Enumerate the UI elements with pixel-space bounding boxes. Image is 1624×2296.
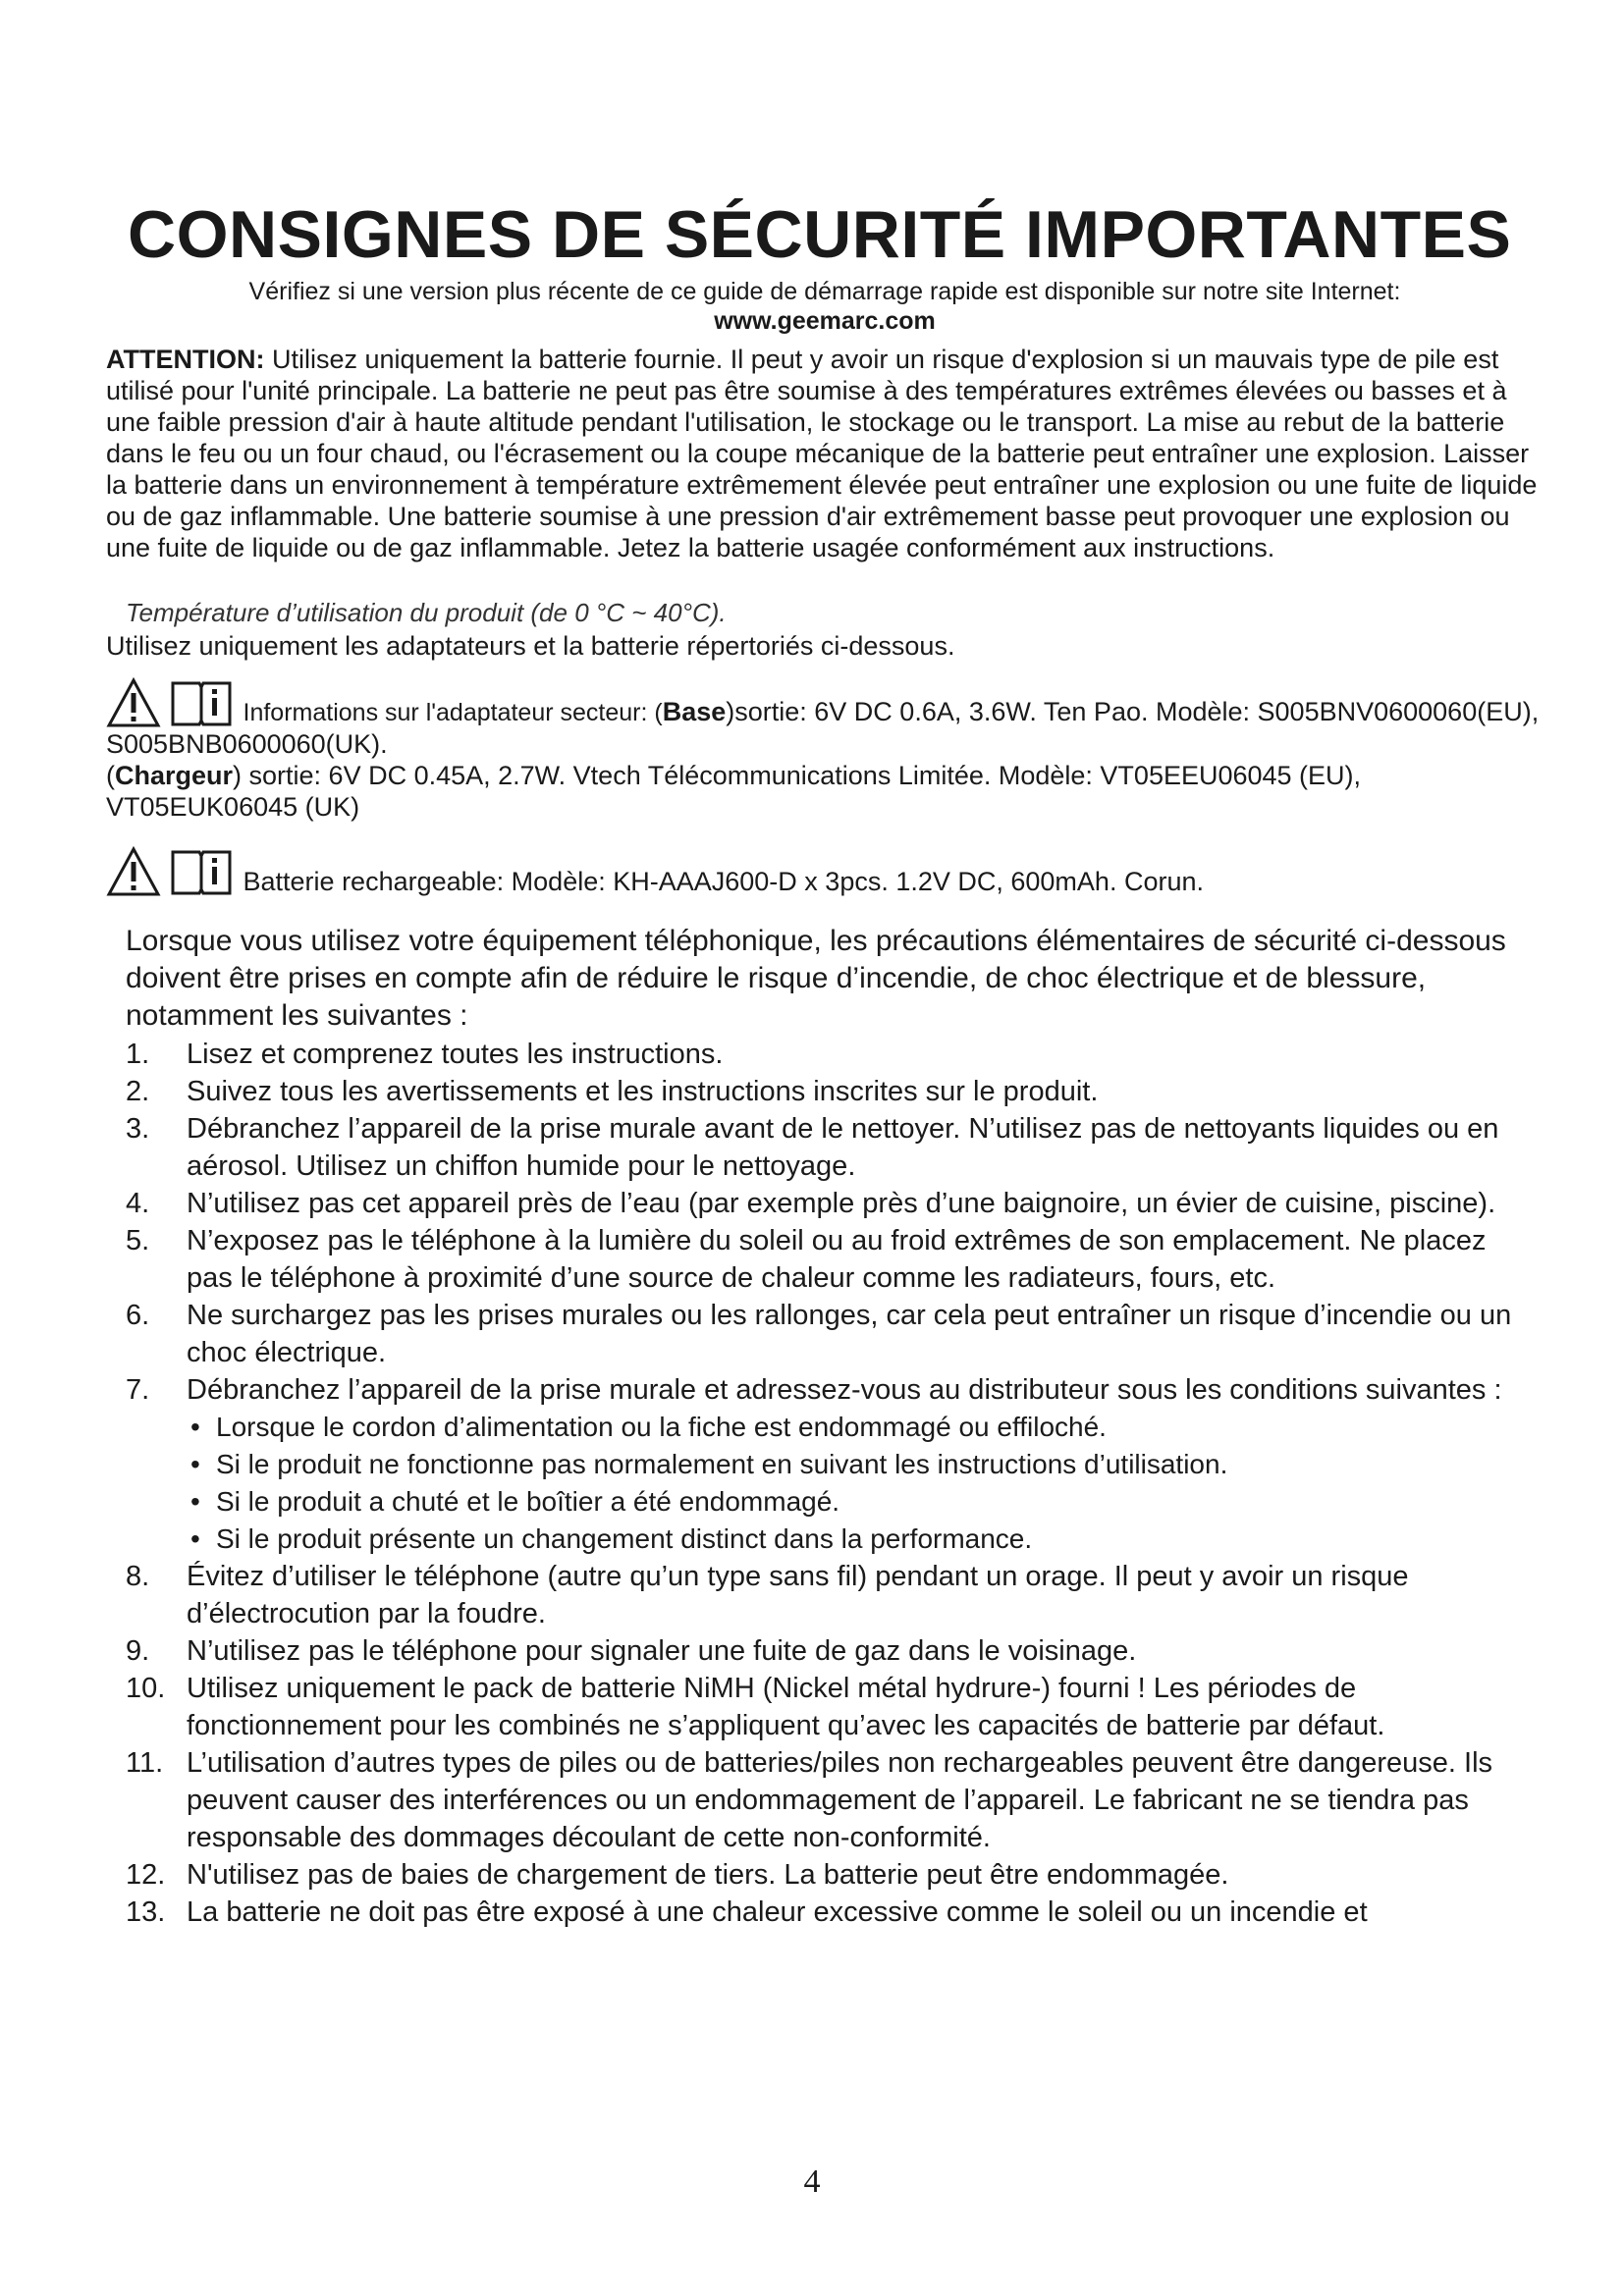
page-number: 4: [803, 2163, 821, 2200]
item-text: Débranchez l’appareil de la prise murale avant de le nettoyer. N’utilisez pas de nettoyants liquides ou en aérosol. Utilisez un chiffon humide pour le nettoyage.: [187, 1113, 1499, 1182]
list-item: [126, 1110, 1540, 1185]
list-item: [126, 1297, 1540, 1371]
charger-open: (: [106, 761, 115, 790]
battery-icons: [106, 846, 234, 897]
list-item: [126, 1632, 1540, 1670]
item-text: Ne surchargez pas les prises murales ou les rallonges, car cela peut entraîner un risque d’incendie ou un choc électrique.: [187, 1300, 1512, 1368]
attention-label: ATTENTION:: [106, 345, 265, 374]
item-number: 9.: [126, 1635, 150, 1667]
item-number: 1.: [126, 1039, 150, 1070]
attention-text: Utilisez uniquement la batterie fournie. Il peut y avoir un risque d'explosion si un mauvais type de pile est utilisé pour l'unité principale. La batterie ne peut pas être soumise à des températures extrêmes élevées ou basses et à une faible pression d'air à haute altitude pendant l'utilisation, le stockage ou le transport. La mise au rebut de la batterie dans le feu ou un four chaud, ou l'écrasement ou la coupe mécanique de la batterie peut entraîner une explosion. Laisser la batterie dans un environnement à température extrêmement élevée peut entraîner une explosion ou une fuite de liquide ou de gaz inflammable. Une batterie soumise à une pression d'air extrêmement basse peut provoquer une explosion ou une fuite de liquide ou de gaz inflammable. Jetez la batterie usagée conformément aux instructions.: [106, 345, 1538, 562]
item-text: Lisez et comprenez toutes les instructions.: [187, 1039, 724, 1070]
adapter-info: [106, 677, 1540, 823]
read-manual-book-icon: [169, 677, 234, 728]
version-notice: [128, 277, 1522, 336]
item-number: 11.: [126, 1747, 164, 1779]
attention-paragraph: [106, 344, 1540, 563]
website-url: www.geemarc.com: [714, 307, 936, 335]
item-number: 10.: [126, 1673, 166, 1704]
item-text: Suivez tous les avertissements et les instructions inscrites sur le produit.: [187, 1076, 1099, 1107]
item-text: N’exposez pas le téléphone à la lumière du soleil ou au froid extrêmes de son emplacement. Ne placez pas le téléphone à proximité d’une source de chaleur comme les radiateurs, fours, etc.: [187, 1225, 1487, 1294]
item-text: La batterie ne doit pas être exposé à une chaleur excessive comme le soleil ou un incendie et: [187, 1896, 1368, 1928]
battery-info: [106, 846, 1540, 897]
charger-label: Chargeur: [115, 761, 234, 790]
battery-info-text: Batterie rechargeable: Modèle: KH-AAAJ600-D x 3pcs. 1.2V DC, 600mAh. Corun.: [243, 867, 1204, 896]
safety-intro: Lorsque vous utilisez votre équipement téléphonique, les précautions élémentaires de sécurité ci-dessous doivent être prises en compte afin de réduire le risque d’incendie, de choc électrique et de blessure, notamment les suivantes :: [126, 925, 1506, 1032]
item-text: N’utilisez pas le téléphone pour signaler une fuite de gaz dans le voisinage.: [187, 1635, 1137, 1667]
adapter-icons: [106, 677, 234, 728]
list-item: [126, 1856, 1540, 1894]
list-item: [126, 1670, 1540, 1744]
sub-list-item: • Si le produit présente un changement distinct dans la performance.: [187, 1521, 1540, 1558]
base-label: Base: [662, 697, 727, 726]
item-number: 3.: [126, 1113, 150, 1145]
item-number: 8.: [126, 1561, 150, 1592]
item-number: 12.: [126, 1859, 166, 1891]
sub-list-item: • Lorsque le cordon d’alimentation ou la fiche est endommagé ou effiloché.: [187, 1409, 1540, 1446]
list-item: [126, 1894, 1540, 1931]
version-notice-text: Vérifiez si une version plus récente de ce guide de démarrage rapide est disponible sur notre site Internet:: [248, 278, 1401, 305]
item-number: 4.: [126, 1188, 150, 1219]
adapters-intro: Utilisez uniquement les adaptateurs et la batterie répertoriés ci-dessous.: [106, 631, 955, 661]
item-number: 5.: [126, 1225, 150, 1256]
item-text: N’utilisez pas cet appareil près de l’eau (par exemple près d’une baignoire, un évier de cuisine, piscine).: [187, 1188, 1496, 1219]
adapter-info-prefix: Informations sur l'adaptateur secteur: (: [243, 699, 663, 726]
list-item: [126, 1036, 1540, 1073]
read-manual-book-icon: [169, 846, 234, 897]
list-item: [126, 1073, 1540, 1110]
item-text: L’utilisation d’autres types de piles ou de batteries/piles non rechargeables peuvent être dangereuse. Ils peuvent causer des interférences ou un endommagement de l’appareil. Le fabricant ne se tiendra pas responsable des dommages découlant de cette non-conformité.: [187, 1747, 1493, 1853]
item-text: Débranchez l’appareil de la prise murale et adressez-vous au distributeur sous les conditions suivantes :: [187, 1374, 1502, 1406]
sub-list-item: • Si le produit ne fonctionne pas normalement en suivant les instructions d’utilisation.: [187, 1446, 1540, 1483]
item-number: 13.: [126, 1896, 166, 1928]
item-number: 2.: [126, 1076, 150, 1107]
list-item: [126, 1558, 1540, 1632]
item-number: 6.: [126, 1300, 150, 1331]
charger-adapter-text: ) sortie: 6V DC 0.45A, 2.7W. Vtech Télécommunications Limitée. Modèle: VT05EEU06045 (EU), VT05EUK06045 (UK): [106, 761, 1362, 822]
list-item: [126, 1185, 1540, 1222]
warning-triangle-icon: [106, 677, 161, 728]
list-item: [126, 1222, 1540, 1297]
page-title: CONSIGNES DE SÉCURITÉ IMPORTANTES: [128, 197, 1512, 272]
safety-instructions-list: [126, 1036, 1540, 1931]
operating-temperature: Température d’utilisation du produit (de 0 °C ~ 40°C).: [126, 598, 727, 627]
item-text: N'utilisez pas de baies de chargement de tiers. La batterie peut être endommagée.: [187, 1859, 1229, 1891]
list-item: [126, 1371, 1540, 1558]
sub-list-item: • Si le produit a chuté et le boîtier a été endommagé.: [187, 1483, 1540, 1521]
item-text: Utilisez uniquement le pack de batterie NiMH (Nickel métal hydrure-) fourni ! Les périodes de fonctionnement pour les combinés ne s’appliquent qu’avec les capacités de batterie par défaut.: [187, 1673, 1385, 1741]
item-text: Évitez d’utiliser le téléphone (autre qu’un type sans fil) pendant un orage. Il peut y avoir un risque d’électrocution par la foudre.: [187, 1561, 1409, 1629]
warning-triangle-icon: [106, 846, 161, 897]
list-item: [126, 1744, 1540, 1856]
sub-list: [187, 1409, 1540, 1558]
base-adapter-text: )sortie: 6V DC 0.6A, 3.6W. Ten Pao. Modèle: S005BNV0600060(EU), S005BNB0600060(UK).: [106, 697, 1540, 759]
item-number: 7.: [126, 1374, 150, 1406]
